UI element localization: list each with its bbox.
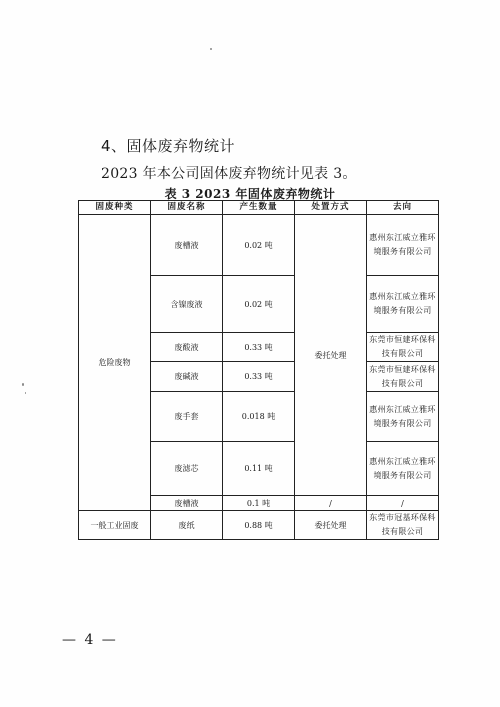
amount-cell: 0.33 吨 xyxy=(223,333,295,362)
method-cell: 委托处理 xyxy=(295,215,367,496)
section-heading: 4、固体废弃物统计 xyxy=(101,137,236,155)
amount-cell: 0.88 吨 xyxy=(223,511,295,540)
destination-cell: 惠州东江威立雅环境服务有限公司 xyxy=(367,392,439,442)
waste-name-cell: 废手套 xyxy=(151,392,223,442)
method-cell: / xyxy=(295,496,367,511)
table-row xyxy=(79,215,439,276)
amount-cell: 0.11 吨 xyxy=(223,442,295,496)
destination-cell: 惠州东江威立雅环境服务有限公司 xyxy=(367,442,439,496)
intro-text: 2023 年本公司固体废弃物统计见表 3。 xyxy=(101,166,357,182)
destination-cell: 惠州东江威立雅环境服务有限公司 xyxy=(367,276,439,333)
table-row xyxy=(79,511,439,540)
method-cell: 委托处理 xyxy=(295,511,367,540)
category-cell: 危险废物 xyxy=(79,215,151,511)
waste-name-cell: 废滤芯 xyxy=(151,442,223,496)
waste-statistics-table xyxy=(78,200,439,540)
scan-speck xyxy=(25,392,26,394)
amount-cell: 0.1 吨 xyxy=(223,496,295,511)
destination-cell: 东莞市恒建环保科技有限公司 xyxy=(367,362,439,392)
category-cell: 一般工业固废 xyxy=(79,511,151,540)
amount-cell: 0.02 吨 xyxy=(223,276,295,333)
destination-cell: 东莞市冠基环保科技有限公司 xyxy=(367,511,439,540)
page-number: — 4 — xyxy=(62,632,118,648)
header-amount: 产生数量 xyxy=(223,201,295,215)
amount-cell: 0.02 吨 xyxy=(223,215,295,276)
table-header-row xyxy=(79,201,439,215)
scan-speck xyxy=(210,48,212,50)
waste-name-cell: 废槽液 xyxy=(151,215,223,276)
waste-name-cell: 废纸 xyxy=(151,511,223,540)
table-caption: 表 3 2023 年固体废弃物统计 xyxy=(164,187,336,201)
waste-name-cell: 废碱液 xyxy=(151,362,223,392)
header-method: 处置方式 xyxy=(295,201,367,215)
destination-cell: / xyxy=(367,496,439,511)
header-destination: 去向 xyxy=(367,201,439,215)
scan-speck xyxy=(22,383,24,386)
destination-cell: 惠州东江威立雅环境服务有限公司 xyxy=(367,215,439,276)
amount-cell: 0.33 吨 xyxy=(223,362,295,392)
waste-name-cell: 含镍废液 xyxy=(151,276,223,333)
amount-cell: 0.018 吨 xyxy=(223,392,295,442)
destination-cell: 东莞市恒建环保科技有限公司 xyxy=(367,333,439,362)
waste-name-cell: 废槽液 xyxy=(151,496,223,511)
header-name: 固废名称 xyxy=(151,201,223,215)
waste-name-cell: 废酸液 xyxy=(151,333,223,362)
header-category: 固废种类 xyxy=(79,201,151,215)
